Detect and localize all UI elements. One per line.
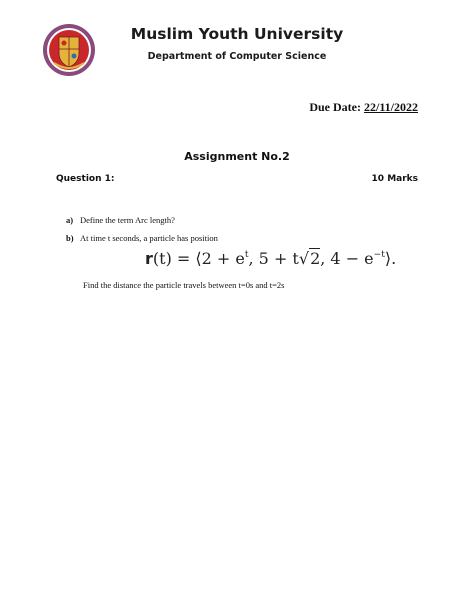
formula-argument: (t) <box>152 249 172 268</box>
question-marks: 10 Marks <box>371 174 418 184</box>
formula-equals: = <box>171 249 196 268</box>
question-item-a <box>66 215 175 225</box>
formula-component-3: 4 − e <box>330 249 374 268</box>
formula-exponent-3: −t <box>373 250 385 260</box>
due-date-label: Due Date: <box>309 100 361 114</box>
department-name: Department of Computer Science <box>147 51 327 62</box>
assignment-title: Assignment No.2 <box>184 150 290 163</box>
formula-close-bracket: ⟩. <box>384 249 397 268</box>
item-letter: a) <box>66 215 74 225</box>
formula-separator: , <box>320 249 331 268</box>
item-letter: b) <box>66 233 74 243</box>
position-formula <box>145 249 396 268</box>
question-label: Question 1: <box>56 174 115 184</box>
formula-component-2: 5 + t <box>258 249 299 268</box>
question-item-b <box>66 233 218 243</box>
item-text: At time t seconds, a particle has position <box>80 233 218 243</box>
formula-exponent-1: t <box>244 250 249 260</box>
due-date-value: 22/11/2022 <box>363 100 418 114</box>
due-date <box>309 100 418 115</box>
formula-open-bracket: ⟨ <box>195 249 202 268</box>
follow-up-question: Find the distance the particle travels between t=0s and t=2s <box>83 280 285 290</box>
university-title: Muslim Youth University <box>130 25 344 43</box>
formula-component-1: 2 + e <box>201 249 245 268</box>
formula-sqrt-sign: √ <box>298 249 310 268</box>
formula-radicand: 2 <box>310 249 321 268</box>
formula-separator: , <box>248 249 259 268</box>
item-text: Define the term Arc length? <box>80 215 175 225</box>
formula-vector: r <box>145 249 153 268</box>
